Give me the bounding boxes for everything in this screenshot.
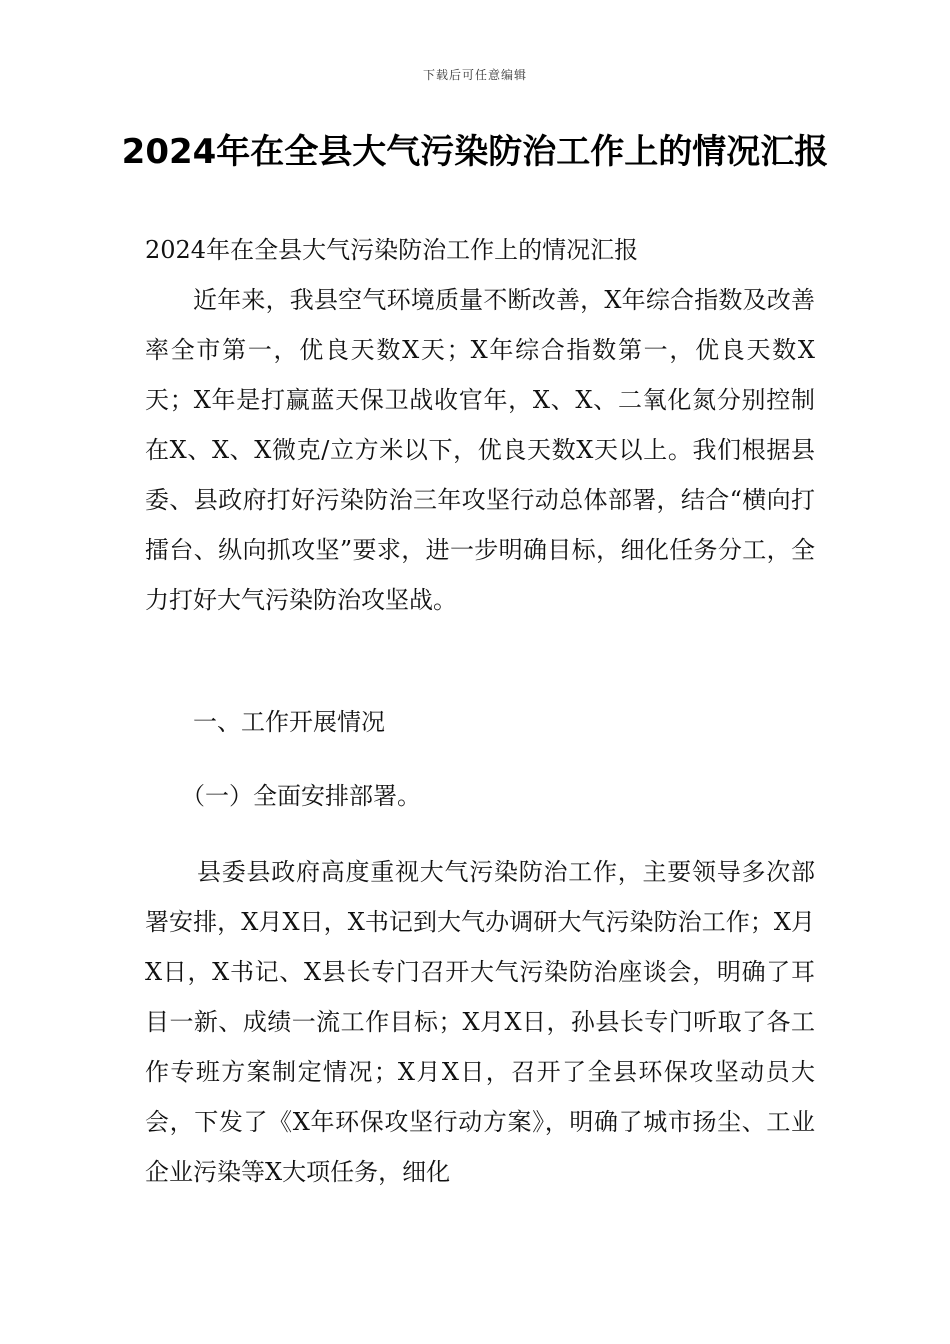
sub-section-heading: （一）全面安排部署。 — [181, 782, 421, 810]
intro-paragraph: 近年来，我县空气环境质量不断改善，X年综合指数及改善率全市第一，优良天数X天；X年综合指数第一，优良天数X天；X年是打赢蓝天保卫战收官年，X、X、二氧化氮分别控制在X、X、X微克/立方米以下，优良天数X天以上。我们根据县委、县政府打好污染防治三年攻坚行动总体部署，结合“横向打擂台、纵向抓攻坚”要求，进一步明确目标，细化任务分工，全力打好大气污染防治攻坚战。 — [145, 286, 815, 614]
document-title: 2024年在全县大气污染防治工作上的情况汇报 — [121, 132, 829, 172]
body-paragraph: 县委县政府高度重视大气污染防治工作，主要领导多次部署安排，X月X日，X书记到大气办调研大气污染防治工作；X月X日，X书记、X县长专门召开大气污染防治座谈会，明确了耳目一新、成绩一流工作目标；X月X日，孙县长专门听取了各工作专班方案制定情况；X月X日，召开了全县环保攻坚动员大会，下发了《X年环保攻坚行动方案》，明确了城市扬尘、工业企业污染等X大项任务，细化 — [145, 858, 815, 1186]
document-subtitle: 2024年在全县大气污染防治工作上的情况汇报 — [145, 236, 639, 264]
header-note: 下载后可任意编辑 — [422, 68, 527, 82]
section-heading: 一、工作开展情况 — [193, 708, 385, 736]
